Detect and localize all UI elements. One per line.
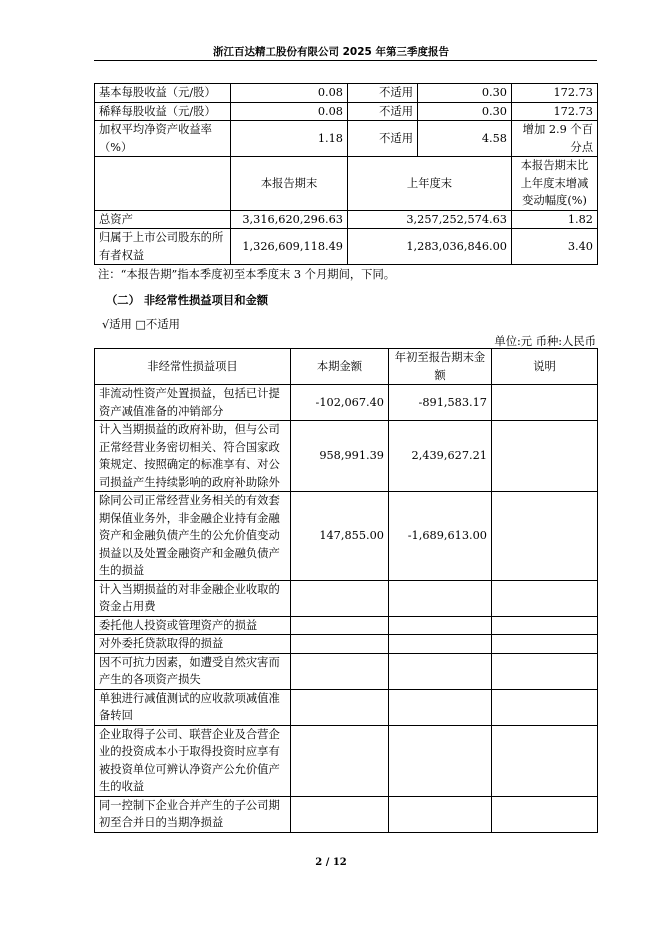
- current-amount-cell: [291, 580, 389, 616]
- remark-cell: [492, 616, 598, 635]
- header-current-amount: 本期金额: [291, 349, 389, 385]
- header-remark: 说明: [492, 349, 598, 385]
- cell-value: 1,326,609,118.49: [231, 229, 348, 265]
- ytd-amount-cell: 2,439,627.21: [389, 421, 492, 492]
- ytd-amount-cell: [389, 580, 492, 616]
- current-amount-cell: [291, 689, 389, 725]
- table-row: [95, 385, 598, 421]
- table-row: [95, 635, 598, 654]
- cell-value: 3.40: [512, 229, 598, 265]
- table-row: [95, 421, 598, 492]
- header-ytd-amount: 年初至报告期末金额: [389, 349, 492, 385]
- ytd-amount-cell: [389, 725, 492, 796]
- table-row: [95, 580, 598, 616]
- row-label: 稀释每股收益（元/股）: [95, 102, 231, 121]
- cell-value: 不适用: [348, 102, 418, 121]
- table-header-row: [95, 349, 598, 385]
- ytd-amount-cell: -891,583.17: [389, 385, 492, 421]
- cell-value: 4.58: [418, 121, 512, 157]
- item-cell: 因不可抗力因素，如遭受自然灾害而产生的各项资产损失: [95, 653, 291, 689]
- table-note: 注：“本报告期”指本季度初至本季度末 3 个月期间，下同。: [98, 268, 396, 281]
- cell-value: 不适用: [348, 84, 418, 103]
- header-cell: 上年度末: [348, 157, 512, 211]
- table-row: [95, 229, 598, 265]
- cell-value: 3,257,252,574.63: [348, 210, 512, 229]
- cell-value: 0.30: [418, 102, 512, 121]
- row-label: 加权平均净资产收益率（%）: [95, 121, 231, 157]
- row-label: 基本每股收益（元/股）: [95, 84, 231, 103]
- ytd-amount-cell: [389, 635, 492, 654]
- current-amount-cell: 147,855.00: [291, 492, 389, 581]
- current-amount-cell: [291, 725, 389, 796]
- remark-cell: [492, 635, 598, 654]
- item-cell: 委托他人投资或管理资产的损益: [95, 616, 291, 635]
- cell-value: 1.18: [231, 121, 348, 157]
- header-cell: 本报告期末比上年度末增减变动幅度(%): [512, 157, 598, 211]
- header-cell: [95, 157, 231, 211]
- cell-value: 1.82: [512, 210, 598, 229]
- cell-value: 增加 2.9 个百分点: [512, 121, 598, 157]
- remark-cell: [492, 725, 598, 796]
- remark-cell: [492, 580, 598, 616]
- table-row: [95, 492, 598, 581]
- table-header-row: [95, 157, 598, 211]
- header-item: 非经常性损益项目: [95, 349, 291, 385]
- unit-currency-line: 单位:元 币种:人民币: [494, 335, 596, 348]
- table-row: [95, 653, 598, 689]
- remark-cell: [492, 421, 598, 492]
- ytd-amount-cell: [389, 689, 492, 725]
- remark-cell: [492, 653, 598, 689]
- table-row: [95, 689, 598, 725]
- table-row: [95, 725, 598, 796]
- ytd-amount-cell: [389, 653, 492, 689]
- applicability-options: √适用 □不适用: [102, 318, 180, 331]
- table-row: [95, 616, 598, 635]
- page-header: 浙江百达精工股份有限公司 2025 年第三季度报告: [212, 46, 450, 58]
- item-cell: 计入当期损益的政府补助，但与公司正常经营业务密切相关、符合国家政策规定、按照确定的标准享有、对公司损益产生持续影响的政府补助除外: [95, 421, 291, 492]
- header-divider: [94, 60, 597, 61]
- key-financial-table: [94, 83, 598, 265]
- cell-value: 0.30: [418, 84, 512, 103]
- cell-value: 0.08: [231, 102, 348, 121]
- current-amount-cell: -102,067.40: [291, 385, 389, 421]
- current-amount-cell: [291, 635, 389, 654]
- header-cell: 本报告期末: [231, 157, 348, 211]
- cell-value: 172.73: [512, 84, 598, 103]
- ytd-amount-cell: -1,689,613.00: [389, 492, 492, 581]
- current-amount-cell: 958,991.39: [291, 421, 389, 492]
- table-row: [95, 121, 598, 157]
- row-label: 总资产: [95, 210, 231, 229]
- cell-value: 1,283,036,846.00: [348, 229, 512, 265]
- remark-cell: [492, 796, 598, 832]
- remark-cell: [492, 385, 598, 421]
- item-cell: 企业取得子公司、联营企业及合营企业的投资成本小于取得投资时应享有被投资单位可辨认净资产公允价值产生的收益: [95, 725, 291, 796]
- current-amount-cell: [291, 796, 389, 832]
- page-number: 2 / 12: [315, 857, 347, 868]
- item-cell: 除同公司正常经营业务相关的有效套期保值业务外，非金融企业持有金融资产和金融负债产生的公允价值变动损益以及处置金融资产和金融负债产生的损益: [95, 492, 291, 581]
- cell-value: 0.08: [231, 84, 348, 103]
- cell-value: 3,316,620,296.63: [231, 210, 348, 229]
- row-label: 归属于上市公司股东的所有者权益: [95, 229, 231, 265]
- table-row: [95, 84, 598, 103]
- item-cell: 对外委托贷款取得的损益: [95, 635, 291, 654]
- table-row: [95, 102, 598, 121]
- cell-value: 不适用: [348, 121, 418, 157]
- current-amount-cell: [291, 616, 389, 635]
- ytd-amount-cell: [389, 796, 492, 832]
- remark-cell: [492, 492, 598, 581]
- item-cell: 同一控制下企业合并产生的子公司期初至合并日的当期净损益: [95, 796, 291, 832]
- current-amount-cell: [291, 653, 389, 689]
- table-row: [95, 796, 598, 832]
- section-title: （二） 非经常性损益项目和金额: [106, 294, 269, 307]
- non-recurring-gains-table: [94, 348, 598, 833]
- remark-cell: [492, 689, 598, 725]
- item-cell: 非流动性资产处置损益，包括已计提资产减值准备的冲销部分: [95, 385, 291, 421]
- item-cell: 计入当期损益的对非金融企业收取的资金占用费: [95, 580, 291, 616]
- ytd-amount-cell: [389, 616, 492, 635]
- item-cell: 单独进行减值测试的应收款项减值准备转回: [95, 689, 291, 725]
- cell-value: 172.73: [512, 102, 598, 121]
- table-row: [95, 210, 598, 229]
